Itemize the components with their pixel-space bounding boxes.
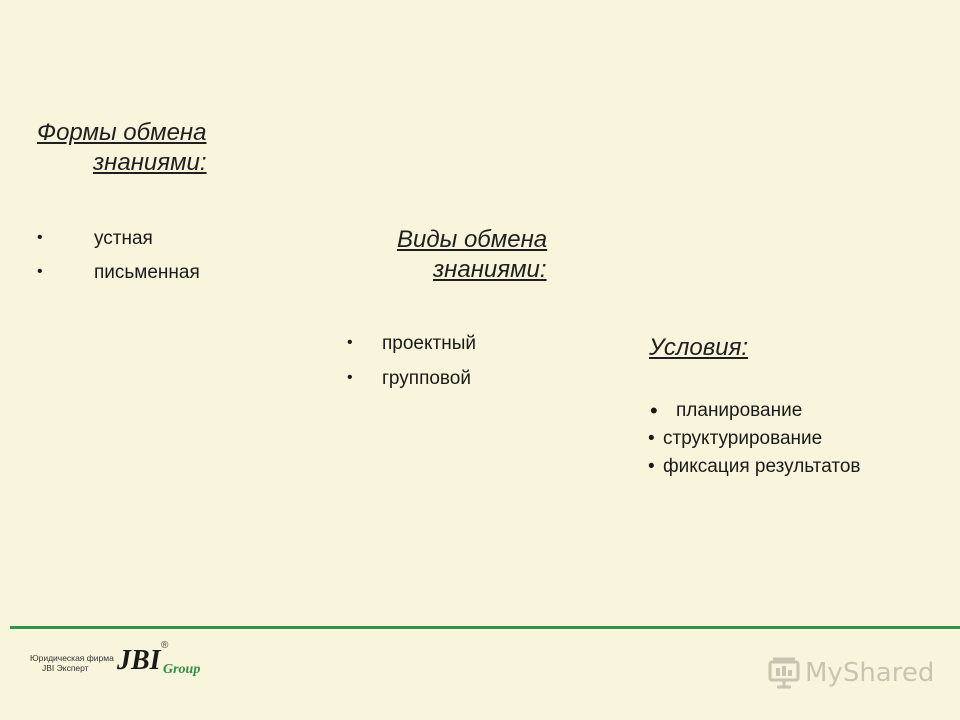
registered-mark: ® xyxy=(161,640,169,651)
footer-divider xyxy=(10,626,960,629)
conditions-list xyxy=(648,400,861,484)
list-item xyxy=(648,456,861,484)
conditions-item-label: фиксация результатов xyxy=(663,456,861,477)
logo-jbi-text: JBI xyxy=(117,645,161,676)
logo-group-text: Group xyxy=(163,662,201,677)
forms-heading xyxy=(37,118,207,178)
watermark-text: MyShared xyxy=(805,658,935,688)
forms-heading-line2: знаниями: xyxy=(93,149,207,176)
types-item-label: проектный xyxy=(382,333,476,354)
types-heading xyxy=(397,225,547,285)
types-heading-line2: знаниями: xyxy=(433,256,547,283)
types-item-label: групповой xyxy=(382,368,471,389)
list-item xyxy=(37,262,200,296)
bullet-icon: • xyxy=(650,398,658,423)
conditions-item-label: планирование xyxy=(676,400,803,421)
conditions-item-label: структурирование xyxy=(663,428,823,449)
list-item xyxy=(648,428,861,456)
bullet-icon: • xyxy=(37,229,43,246)
bullet-icon: • xyxy=(347,334,353,351)
list-item xyxy=(648,400,861,428)
forms-item-label: устная xyxy=(94,228,153,249)
presentation-board-icon xyxy=(767,657,801,689)
bullet-icon: • xyxy=(37,263,43,280)
list-item xyxy=(347,333,476,368)
company-logo xyxy=(30,640,215,683)
types-list xyxy=(347,333,476,403)
conditions-heading xyxy=(649,333,748,363)
bullet-icon: • xyxy=(648,428,655,449)
forms-list xyxy=(37,228,200,296)
list-item xyxy=(37,228,200,262)
forms-item-label: письменная xyxy=(94,262,200,283)
forms-heading-line1: Формы обмена xyxy=(37,119,207,146)
list-item xyxy=(347,368,476,403)
company-name-line2: JBI Эксперт xyxy=(42,663,89,673)
bullet-icon: • xyxy=(648,456,655,477)
myshared-watermark xyxy=(765,655,935,693)
types-heading-line1: Виды обмена xyxy=(397,226,548,253)
conditions-heading-text: Условия: xyxy=(649,334,749,361)
company-name-line1: Юридическая фирма xyxy=(30,653,114,663)
bullet-icon: • xyxy=(347,369,353,386)
